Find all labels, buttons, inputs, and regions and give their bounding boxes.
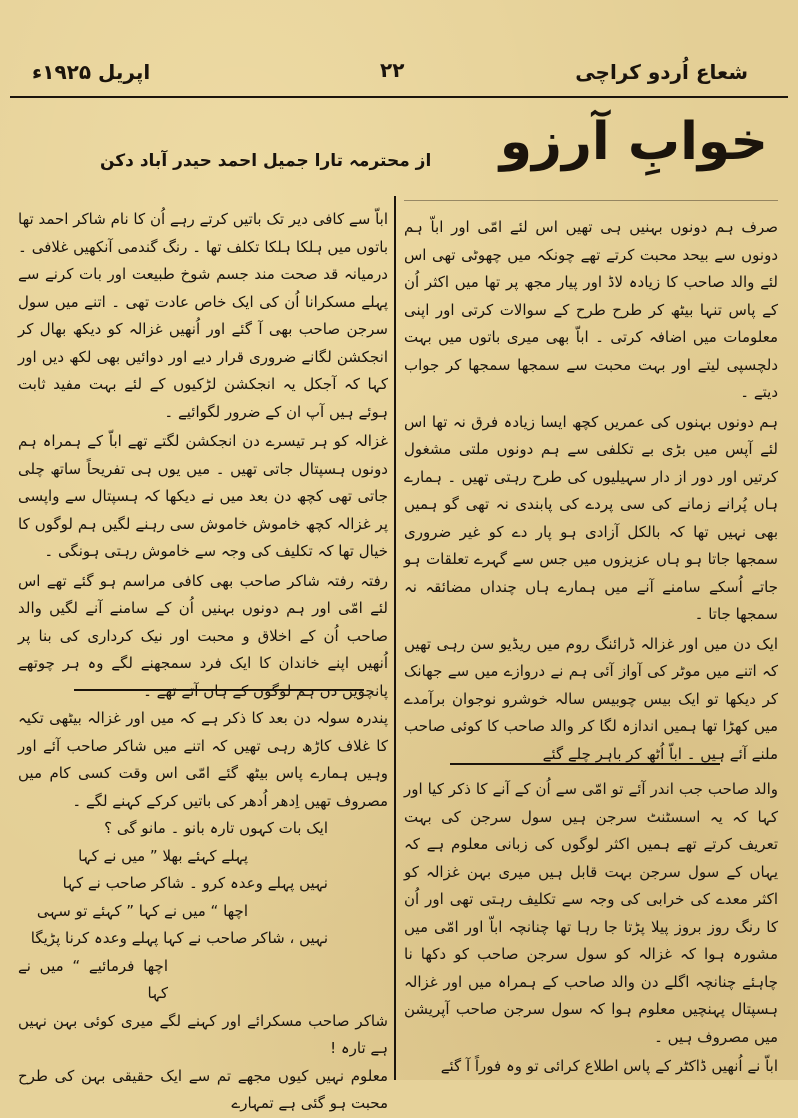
- page-header: [10, 50, 788, 98]
- magazine-name: شعاع اُردو کراچی: [575, 60, 748, 84]
- dialogue-line: شاکر صاحب مسکرائے اور کہنے لگے میری کوئی بہن نہیں ہے تارہ !: [18, 1011, 388, 1057]
- paragraph: صرف ہم دونوں بہنیں ہی تھیں اس لئے امّی اور اباّ ہم دونوں سے بیحد محبت کرتے تھے چونکہ میں چھوٹی تھی اس لئے والد صاحب کا زیادہ لاڈ اور پیار مجھ پر تھا میں اکثر اُن کے پاس تنہا بیٹھ کر طرح طرح کے سوالات کرتی اور اپنی معلومات میں اضافہ کرتی ۔ اباّ بھی میری باتوں میں بہت دلچسپی لیتے اور بہت محبت سے سمجھا سمجھا کر جواب دیتے ۔: [404, 218, 778, 401]
- paragraph: رفتہ رفتہ شاکر صاحب بھی کافی مراسم ہو گئے تھے اس لئے امّی اور ہم دونوں بہنیں اُن کے سامنے آنے لگیں والد صاحب اُن کے اخلاق و محبت اور نیک کرداری کی بنا پر اُنھیں اپنے خاندان کا ایک فرد سمجھنے لگے وہ ہر چوتھے پانچویں دن ہم لوگوں کے ہاں آتے تھے ۔: [18, 571, 388, 700]
- article-byline: از محترمہ تارا جمیل احمد حیدر آباد دکن: [100, 151, 432, 171]
- dialogue-line: نہیں پہلے وعدہ کرو ۔ شاکر صاحب نے کہا: [62, 874, 328, 892]
- right-column-top: [404, 214, 778, 763]
- left-column-bottom: [18, 705, 388, 1112]
- right-column-bottom: [404, 776, 778, 1074]
- dialogue-line: نہیں ، شاکر صاحب نے کہا پہلے وعدہ کرنا پڑیگا: [30, 929, 328, 947]
- paragraph: والد صاحب جب اندر آئے تو امّی سے اُن کے آنے کا ذکر کیا اور کہا کہ یہ اسسٹنٹ سرجن ہیں سول سرجن کی بہت تعریف کرتے تھے ہمیں اکثر لوگوں کی زبانی معلوم ہے کہ یہاں کے سول سرجن بہت قابل ہیں میری بہن غزالہ کو اکثر معدے کی خرابی کی وجہ سے تکلیف رہتی تھی اور اُن کا رنگ روز بروز پیلا پڑتا جا رہا تھا چنانچہ اباّ اور امّی میں مشورہ ہوا کہ غزالہ کو سول سرجن صاحب کو دکھا نا چاہئے چنانچہ اگلے دن والد صاحب کے ہمراہ میں اور غزالہ ہسپتال پہنچیں معلوم ہوا کہ سول سرجن صاحب آپریشن میں مصروف ہیں ۔: [404, 780, 778, 1046]
- column-divider: [394, 196, 396, 1080]
- paragraph: پندرہ سولہ دن بعد کا ذکر ہے کہ میں اور غزالہ بیٹھی تکیہ کا غلاف کاڑھ رہی تھیں کہ اتنے میں شاکر صاحب آئے اور وہیں ہمارے پاس بیٹھ گئے امّی اس وقت کسی کام میں مصروف تھیں اِدھر اُدھر کی باتیں کرکے کہنے لگے ۔: [18, 709, 388, 810]
- paragraph: اباّ نے اُنھیں ڈاکٹر کے پاس اطلاع کرائی تو وہ فوراً آ گئے: [440, 1057, 778, 1075]
- dialogue-line: معلوم نہیں کیوں مجھے تم سے ایک حقیقی بہن کی طرح محبت ہو گئی ہے تمہارے: [18, 1066, 388, 1112]
- issue-date: اپریل ۱۹۲۵ء: [32, 60, 151, 84]
- paragraph: ایک دن میں اور غزالہ ڈرائنگ روم میں ریڈیو سن رہی تھیں کہ اتنے میں موٹر کی آواز آئی ہم نے دروازے میں سے جھانک کر دیکھا تو ایک بیس چوبیس سالہ خوشرو نوجوان برآمدے میں کھڑا تھا ہمیں اندازہ لگا کر والد صاحب کا کوئی صاحب ملنے آئے ہیں ۔ اباّ اُٹھ کر باہر چلے گئے: [404, 634, 778, 763]
- dialogue-line: پہلے کہئے بھلا ” میں نے کہا: [78, 846, 248, 865]
- dialogue-line: ایک بات کہوں تارہ بانو ۔ مانو گی ؟: [104, 819, 328, 837]
- paragraph: ہم دونوں بہنوں کی عمریں کچھ ایسا زیادہ فرق نہ تھا اس لئے آپس میں بڑی بے تکلفی سے ہم دونوں ملتی مشغول کرتیں اور دور از دار سہیلیوں کی طرح رہتی تھیں ۔ ہمارے ہاں پُرانے زمانے کی سی پردے کی پابندی نہ تھی گو ہمیں بھی نہیں تھا کہ بالکل آزادی ہو پار دے کو غیر ضروری سمجھا جاتا ہو ہاں عزیزوں میں جس سے گہرے تعلقات ہو جاتے اُسکے سامنے آنے میں ہمارے ہاں چنداں مضائقہ نہ سمجھا جاتا ۔: [404, 412, 778, 623]
- left-column-top: [18, 206, 388, 700]
- paragraph: غزالہ کو ہر تیسرے دن انجکشن لگتے تھے اباّ کے ہمراہ ہم دونوں ہسپتال جاتی تھیں ۔ میں یوں ہی تفریحاً ساتھ چلی جاتی تھی کچھ دن بعد میں نے دیکھا کہ ہسپتال سے واپسی پر غزالہ کچھ خاموش خاموش سی رہنے لگیں ہم لوگوں کا خیال تھا کہ تکلیف کی وجہ سے خاموش رہتی ہونگی ۔: [18, 432, 388, 560]
- article-title: خوابِ آرزو: [499, 112, 768, 172]
- page-number: ۲۲: [380, 58, 405, 82]
- dialogue-line: اچھا “ میں نے کہا ” کہئے تو سہی: [36, 901, 248, 920]
- title-divider: [404, 200, 778, 201]
- paragraph: اباّ سے کافی دیر تک باتیں کرتے رہے اُن کا نام شاکر احمد تھا باتوں میں ہلکا ہلکا تکلف تھا ۔ رنگ گندمی آنکھیں غلافی ۔ درمیانہ قد صحت مند جسم شوخ طبیعت اور بات کرنے سے پہلے مسکرانا اُن کی ایک خاص عادت تھی ۔ اتنے میں سول سرجن صاحب بھی آ گئے اور اُنھیں غزالہ کو دیکھ بھال کر انجکشن لگانے ضروری قرار دیے اور دوائیں بھی لکھ دیں اور کہا کہ آجکل یہ انجکشن لڑکیوں کے لئے بہت مفید ثابت ہوئے ہیں آپ ان کے ضرور لگوائیے ۔: [18, 210, 388, 421]
- dialogue-line: اچھا فرمائیے “ میں نے کہا: [18, 956, 168, 1002]
